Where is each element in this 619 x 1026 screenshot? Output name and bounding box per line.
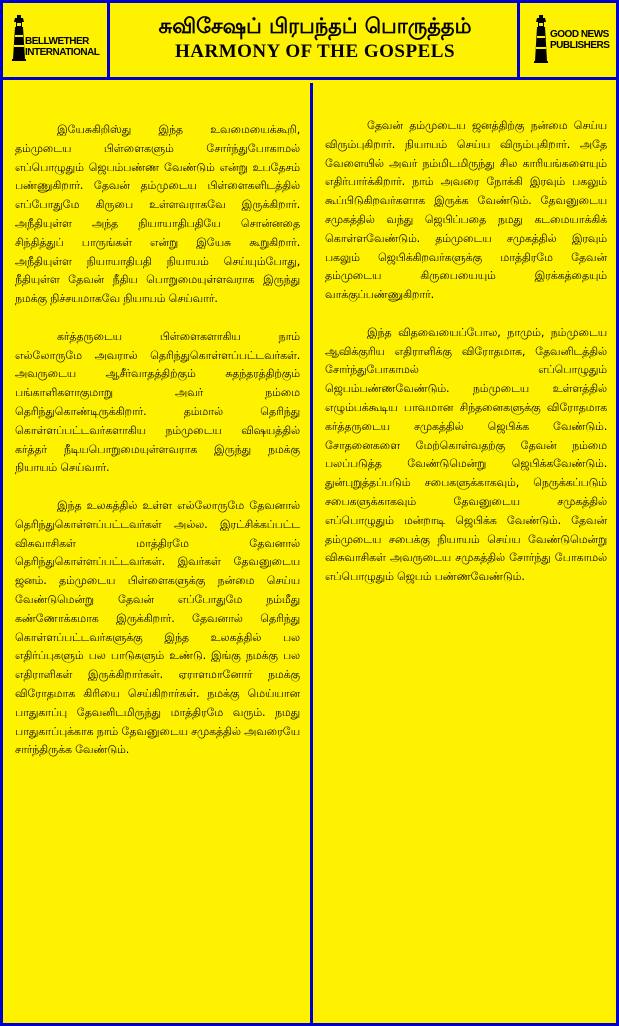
left-logo-line1: BELLWETHER [25, 36, 89, 47]
lighthouse-icon [534, 15, 548, 63]
paragraph: தேவன் தம்முடைய ஜனத்திற்கு நன்மை செய்ய விரும்புகிறார். நியாயம் செய்ய விரும்புகிறார். அதே வேளையில் அவர் நம்மிடமிருந்து சில காரியங்களையும் எதிர்பார்க்கிறார். நாம் அவரை நோக்கி இரவும் பகலும் கூப்பிடுகிறவர்களாக இருக்க வேண்டும். தேவனுடைய சமுகத்தில் வந்து ஜெபிப்பதை நமது கடமையாக்கிக் கொள்ளவேண்டும். தம்முடைய சமுகத்தில் இரவும் பகலும் ஜெபிக்கிறவர்களுக்கு மாத்திரமே தேவன் தம்முடைய கிருபையையும் இரக்கத்தையும் வாக்குப்பண்ணுகிறார். [325, 119, 607, 302]
title-english: HARMONY OF THE GOSPELS [174, 41, 456, 62]
paragraph: இயேசுகிறிஸ்து இந்த உவமையைக்கூறி, தம்முடைய பிள்ளைகளும் சோர்ந்துபோகாமல் எப்பொழுதும் ஜெபம்பண்ண வேண்டும் என்று உபதேசம் பண்ணுகிறார். தேவன் தம்முடைய பிள்ளைகளிடத்தில் எப்போதுமே கிருபை உள்ளவராகவே இருக்கிறார். அநீதியுள்ள அந்த நியாயாதிபதியே சொன்னதை சிந்தித்துப் பாருங்கள் என்று இயேசு கூறுகிறார். அநீதியுள்ள நியாயாதிபதி நியாயம் செய்யும்போது, நீதியுள்ள தேவன் நீதிய பொறுமையுள்ளவராக இருந்து நமக்கு நிச்சயமாகவே நியாயம் செய்வார். [15, 123, 300, 306]
title-block [113, 3, 520, 77]
lighthouse-icon [12, 15, 26, 61]
title-tamil: சுவிசேஷப் பிரபந்தப் பொருத்தம் [158, 14, 472, 38]
paragraph: கர்த்தருடைய பிள்ளைகளாகிய நாம் எல்லோருமே அவரால் தெரிந்துகொள்ளப்பட்டவர்கள். அவருடைய ஆசீர்வாதத்திற்கும் சுதந்தரத்திற்கும் பங்காளிகளாகுமாறு அவர் நம்மை தெரிந்துகொண்டிருக்கிறார். தம்மால் தெரிந்து கொள்ளப்பட்டவர்களாகிய நம்முடைய விஷயத்தில் கர்த்தர் நீடியபொறுமையுள்ளவராக இருந்து நமக்கு நியாயம் செய்வார். [15, 329, 300, 475]
paragraph: இந்த உலகத்தில் உள்ள எல்லோருமே தேவனால் தெரிந்துகொள்ளப்பட்டவர்கள் அல்ல. இரட்சிக்கப்பட்ட விசுவாசிகள் மாத்திரமே தேவனால் தெரிந்துகொள்ளப்பட்டவர்கள். இவர்கள் தேவனுடைய ஜனம். தம்முடைய பிள்ளைகளுக்கு நன்மை செய்ய வேண்டுமென்று தேவன் எப்போதுமே நம்மீது கண்ணோக்கமாக இருக்கிறார். தேவனால் தெரிந்து கொள்ளப்பட்டவர்களுக்கு இந்த உலகத்தில் பல எதிர்ப்புகளும் பல பாடுகளும் உண்டு. இங்கு நமக்கு பல எதிராளிகள் இருக்கிறார்கள். ஏராளமானோர் நமக்கு விரோதமாக கிரியை செய்கிறார்கள். நமக்கு மெய்யான பாதுகாப்பு தேவனிடமிருந்து மாத்திரமே வரும். நமது பாதுகாப்புக்காக நாம் தேவனுடைய சமுகத்தில் அவரையே சார்ந்திருக்க வேண்டும். [15, 498, 300, 757]
right-logo-line2: PUBLISHERS [550, 40, 610, 51]
publisher-logo-right [523, 3, 616, 77]
left-column [3, 83, 313, 1023]
header [3, 3, 616, 80]
left-logo-line2: INTERNATIONAL [25, 47, 100, 58]
right-logo-line1: GOOD NEWS [550, 29, 609, 40]
paragraph: இந்த விதவையைப்போல, நாமும், நம்முடைய ஆவிக்குரிய எதிராளிக்கு விரோதமாக, தேவனிடத்தில் சோர்ந்துபோகாமல் எப்பொழுதும் ஜெபம்பண்ணவேண்டும். நம்முடைய உள்ளத்தில் எழும்பக்கூடிய பாவமான சிந்தனைகளுக்கு விரோதமாக கர்த்தருடைய சமுகத்தில் ஜெபிக்க வேண்டும். சோதனைகளை மேற்கொள்வதற்கு தேவன் நம்மை பலப்படுத்த வேண்டுமென்று ஜெபிக்கவேண்டும். துன்புறுத்தப்படும் சபைகளுக்காகவும், நெருக்கப்படும் சபைகளுக்காகவும் தேவனுடைய சமுகத்தில் எப்பொழுதும் மன்றாடி ஜெபிக்க வேண்டும். தேவன் தம்முடைய சபைக்கு நியாயம் செய்ய வேண்டுமென்று விசுவாசிகள் அவருடைய சமுகத்தில் சோர்ந்து போகாமல் எப்பொழுதும் ஜெபம் பண்ணவேண்டும். [325, 325, 607, 584]
right-column [316, 83, 616, 1023]
publisher-logo-left [3, 3, 110, 77]
